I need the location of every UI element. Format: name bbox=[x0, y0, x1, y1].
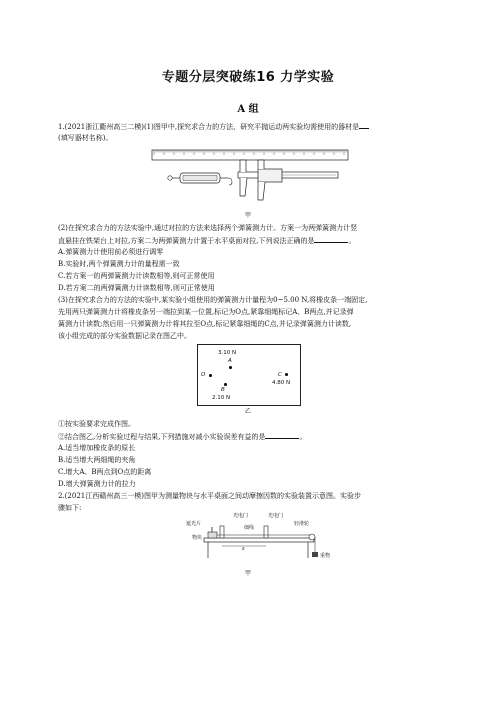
q1-line1: 1.(2021浙江衢州高三二模)(1)图甲中,探究求合力的方法、研究平抛运动两实验均需使用的器材是 bbox=[58, 120, 442, 133]
q1-part3-line3: 簧测力计读数;然后用一只弹簧测力计将其拉至O点,标记紧靠细绳的C点,并记录弹簧测力计读数, bbox=[58, 320, 352, 328]
q1-sub2: ②结合图乙,分析实验过程与结果,下列措施对减小实验误差有益的是 。 bbox=[58, 430, 442, 443]
apparatus-drawing bbox=[186, 512, 336, 566]
figure-jia-instruments bbox=[150, 148, 350, 210]
q1-option-b: B.实验时,两个弹簧测力计的量程需一致 bbox=[58, 260, 180, 268]
figure-yi-caption: 乙 bbox=[244, 408, 251, 415]
q1-option-d: D.若方案二的两弹簧测力计读数相等,则可正常使用 bbox=[58, 284, 215, 292]
label-light-gate-1: 光电门 bbox=[233, 513, 249, 519]
label-b: B bbox=[221, 387, 225, 393]
label-light-gate-2: 光电门 bbox=[268, 513, 284, 519]
q1-sub2-option-c: C.增大A、B两点到O点的距离 bbox=[58, 468, 152, 476]
figure-yi-box bbox=[197, 344, 301, 406]
label-weight: 重物 bbox=[320, 553, 331, 559]
label-c-value: 4.80 N bbox=[272, 380, 291, 386]
point-o bbox=[209, 374, 212, 377]
point-a bbox=[229, 366, 232, 369]
q1-line2: (填写器材名称)。 bbox=[58, 134, 113, 142]
answer-blank bbox=[314, 234, 348, 243]
spring-scale-icon bbox=[168, 173, 232, 185]
label-string: 细线 bbox=[244, 525, 255, 531]
label-a: A bbox=[228, 358, 232, 364]
q2-line1: 2.(2021江西赣州高三一模)图甲为测量物块与水平桌面之间动摩擦因数的实验装置示意图。实验步 bbox=[58, 492, 361, 500]
q1-part3-line1: (3)在探究求合力的方法的实验中,某实验小组使用的弹簧测力计量程为0~5.00 N,将橡皮条一端固定, bbox=[58, 296, 368, 304]
label-pulley: 轻滑轮 bbox=[294, 521, 310, 527]
q1-part3-line2: 先用两只弹簧测力计将橡皮条另一端拉到某一位置,标记为O点,紧靠细绳标记A、B两点,并记录弹 bbox=[58, 308, 354, 316]
q1-part2-line1: (2)在探究求合力的方法实验中,通过对拉的方法来选择两个弹簧测力计。方案一为两弹簧测力计竖 bbox=[58, 224, 358, 232]
label-distance: s bbox=[242, 546, 245, 552]
point-c bbox=[285, 373, 288, 376]
point-b bbox=[224, 383, 227, 386]
q2-line2: 骤如下: bbox=[58, 504, 82, 512]
page-title: 专题分层突破练16 力学实验 bbox=[161, 70, 335, 85]
figure-jia-caption: 甲 bbox=[244, 212, 251, 219]
answer-blank bbox=[359, 120, 369, 129]
group-heading: A 组 bbox=[237, 104, 259, 115]
label-c: C bbox=[278, 372, 282, 378]
label-a-value: 3.10 N bbox=[218, 350, 237, 356]
answer-blank bbox=[265, 430, 299, 439]
figure-apparatus-caption: 甲 bbox=[244, 570, 251, 577]
label-o: O bbox=[201, 372, 206, 378]
figure-apparatus bbox=[186, 512, 336, 566]
q1-sub2-option-b: B.适当增大两细绳的夹角 bbox=[58, 456, 136, 464]
q1-sub1: ①按实验要求完成作图。 bbox=[58, 420, 135, 428]
vernier-caliper-icon bbox=[238, 160, 338, 200]
q1-sub2-option-d: D.增大弹簧测力计的拉力 bbox=[58, 480, 136, 488]
q1-part2-line2: 直悬挂在铁架台上对拉,方案二为两弹簧测力计置于水平桌面对拉,下列说法正确的是 。 bbox=[58, 234, 442, 247]
label-shading-strip: 遮光片 bbox=[186, 521, 202, 527]
q1-part3-line4: 该小组完成的部分实验数据记录在图乙中。 bbox=[58, 332, 191, 340]
label-block: 物块 bbox=[192, 535, 203, 541]
q1-option-a: A.弹簧测力计使用前必须进行调零 bbox=[58, 248, 164, 256]
q1-sub2-option-a: A.适当增加橡皮条的原长 bbox=[58, 444, 136, 452]
q1-option-c: C.若方案一的两弹簧测力计读数相等,则可正常使用 bbox=[58, 272, 215, 280]
label-b-value: 2.10 N bbox=[212, 395, 231, 401]
